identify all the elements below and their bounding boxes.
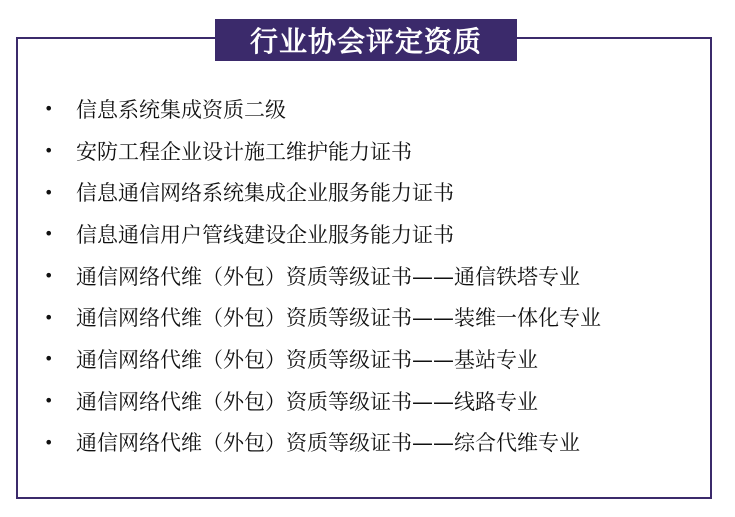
- bullet-icon: •: [44, 224, 54, 244]
- bullet-icon: •: [44, 182, 54, 202]
- list-item-text: 通信网络代维（外包）资质等级证书——基站专业: [76, 347, 538, 372]
- list-item-text: 通信网络代维（外包）资质等级证书——线路专业: [76, 389, 538, 414]
- list-item: [44, 213, 601, 255]
- bullet-icon: •: [44, 349, 54, 369]
- page-title: 行业协会评定资质: [249, 25, 482, 58]
- list-item: [44, 171, 601, 213]
- list-item: [44, 338, 601, 380]
- list-item: [44, 255, 601, 297]
- list-item-text: 通信网络代维（外包）资质等级证书——装维一体化专业: [76, 306, 601, 331]
- list-item-text: 信息通信用户管线建设企业服务能力证书: [76, 222, 454, 247]
- list-item-text: 通信网络代维（外包）资质等级证书——通信铁塔专业: [76, 264, 580, 289]
- title-banner: [215, 19, 517, 61]
- bullet-icon: •: [44, 432, 54, 452]
- bullet-icon: •: [44, 391, 54, 411]
- list-item: [44, 130, 601, 172]
- bullet-icon: •: [44, 266, 54, 286]
- list-item: [44, 296, 601, 338]
- list-item-text: 安防工程企业设计施工维护能力证书: [76, 139, 412, 164]
- qualification-list: [44, 88, 601, 463]
- list-item-text: 通信网络代维（外包）资质等级证书——综合代维专业: [76, 431, 580, 456]
- list-item: [44, 422, 601, 464]
- list-item: [44, 380, 601, 422]
- bullet-icon: •: [44, 99, 54, 119]
- list-item-text: 信息系统集成资质二级: [76, 97, 286, 122]
- list-item-text: 信息通信网络系统集成企业服务能力证书: [76, 181, 454, 206]
- bullet-icon: •: [44, 307, 54, 327]
- bullet-icon: •: [44, 141, 54, 161]
- list-item: [44, 88, 601, 130]
